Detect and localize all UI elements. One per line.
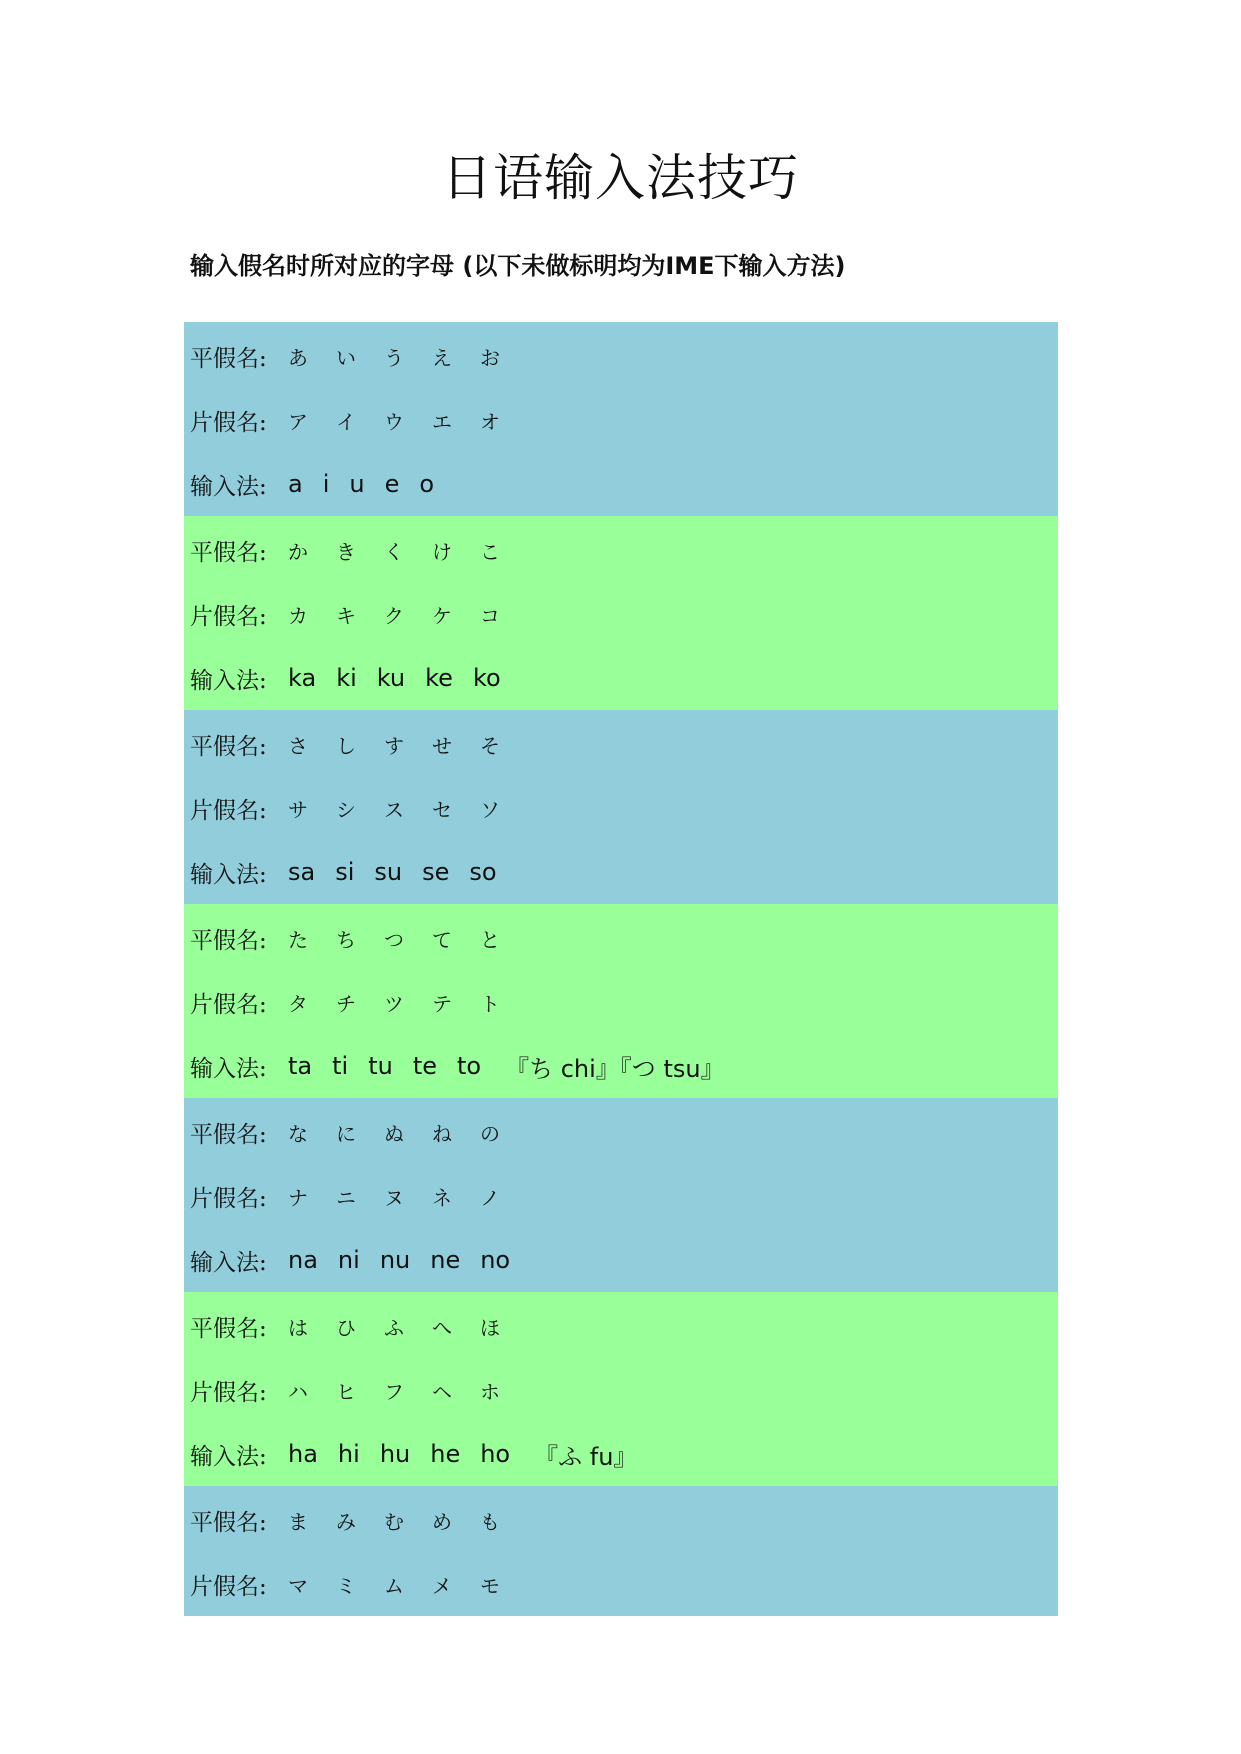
romaji-value: o [419, 470, 435, 498]
romaji-value: u [349, 470, 365, 498]
hiragana-char: み [336, 1509, 356, 1534]
hiragana-char: ね [432, 1121, 452, 1146]
katakana-char: マ [288, 1573, 308, 1598]
hiragana-cells [288, 1506, 528, 1535]
katakana-label: 片假名: [190, 1185, 267, 1212]
hiragana-char: こ [480, 539, 500, 564]
romaji-value: si [335, 858, 355, 886]
katakana-char: ハ [288, 1379, 308, 1404]
hiragana-char: ほ [480, 1315, 500, 1340]
hiragana-row [184, 1100, 1058, 1164]
hiragana-char: そ [480, 733, 500, 758]
katakana-char: ナ [288, 1185, 308, 1210]
hiragana-char: ふ [384, 1315, 404, 1340]
katakana-char: カ [288, 603, 308, 628]
kana-group [184, 904, 1058, 1098]
katakana-label: 片假名: [190, 1379, 267, 1406]
katakana-char: ツ [384, 991, 404, 1016]
kana-group [184, 1098, 1058, 1292]
hiragana-char: く [384, 539, 404, 564]
romaji-value: a [288, 470, 303, 498]
romaji-value: ni [337, 1246, 360, 1274]
input-label: 输入法: [190, 861, 267, 888]
input-row [184, 1034, 1058, 1098]
katakana-char: ネ [432, 1185, 452, 1210]
katakana-char: コ [480, 603, 500, 628]
hiragana-char: お [480, 345, 500, 370]
input-label: 输入法: [190, 1055, 267, 1082]
page-title: 日语输入法技巧 [442, 149, 799, 207]
hiragana-char: け [432, 539, 452, 564]
katakana-char: モ [480, 1573, 500, 1598]
katakana-char: ト [480, 991, 500, 1016]
katakana-char: ク [384, 603, 404, 628]
katakana-char: ヌ [384, 1185, 404, 1210]
romaji-value: sa [288, 858, 316, 886]
hiragana-char: ぬ [384, 1121, 404, 1146]
input-label: 输入法: [190, 1249, 267, 1276]
hiragana-char: へ [432, 1315, 452, 1340]
hiragana-cells [288, 536, 528, 565]
romaji-cells [288, 858, 517, 886]
romaji-cells [288, 470, 454, 498]
kana-group [184, 516, 1058, 710]
romaji-value: so [469, 858, 497, 886]
hiragana-row [184, 712, 1058, 776]
romaji-value: ha [288, 1440, 318, 1468]
hiragana-char: め [432, 1509, 452, 1534]
katakana-cells [288, 988, 528, 1017]
katakana-cells [288, 1182, 528, 1211]
katakana-char: セ [432, 797, 452, 822]
katakana-label: 片假名: [190, 991, 267, 1018]
katakana-char: ウ [384, 409, 404, 434]
input-row [184, 1422, 1058, 1486]
katakana-row [184, 1552, 1058, 1616]
hiragana-cells [288, 924, 528, 953]
katakana-row [184, 776, 1058, 840]
romaji-value: e [384, 470, 400, 498]
hiragana-label: 平假名: [190, 1509, 267, 1536]
romaji-value: su [374, 858, 403, 886]
hiragana-char: た [288, 927, 308, 952]
hiragana-char: に [336, 1121, 356, 1146]
hiragana-char: の [480, 1121, 500, 1146]
katakana-char: チ [336, 991, 356, 1016]
katakana-char: タ [288, 991, 308, 1016]
katakana-row [184, 1164, 1058, 1228]
hiragana-label: 平假名: [190, 1315, 267, 1342]
katakana-row [184, 388, 1058, 452]
input-label: 输入法: [190, 667, 267, 694]
katakana-char: イ [336, 409, 356, 434]
katakana-char: ノ [480, 1185, 500, 1210]
romaji-cells [288, 1052, 501, 1080]
romaji-value: ho [480, 1440, 511, 1468]
hiragana-cells [288, 1118, 528, 1147]
hiragana-char: ち [336, 927, 356, 952]
romaji-value: to [457, 1052, 482, 1080]
katakana-char: ソ [480, 797, 500, 822]
hiragana-row [184, 1294, 1058, 1358]
hiragana-char: な [288, 1121, 308, 1146]
kana-group [184, 1292, 1058, 1486]
input-row [184, 1228, 1058, 1292]
romaji-value: hi [337, 1440, 360, 1468]
katakana-label: 片假名: [190, 409, 267, 436]
katakana-char: オ [480, 409, 500, 434]
hiragana-char: も [480, 1509, 500, 1534]
hiragana-row [184, 324, 1058, 388]
katakana-row [184, 970, 1058, 1034]
romaji-value: nu [379, 1246, 411, 1274]
romaji-cells [288, 1440, 530, 1468]
katakana-label: 片假名: [190, 797, 267, 824]
hiragana-char: せ [432, 733, 452, 758]
hiragana-char: ひ [336, 1315, 356, 1340]
katakana-cells [288, 1570, 528, 1599]
katakana-char: ヘ [432, 1379, 452, 1404]
hiragana-char: あ [288, 345, 308, 370]
hiragana-label: 平假名: [190, 927, 267, 954]
katakana-row [184, 1358, 1058, 1422]
romaji-value: ti [332, 1052, 349, 1080]
hiragana-char: し [336, 733, 356, 758]
katakana-cells [288, 1376, 528, 1405]
input-row [184, 646, 1058, 710]
hiragana-label: 平假名: [190, 345, 267, 372]
katakana-char: ケ [432, 603, 452, 628]
katakana-char: エ [432, 409, 452, 434]
hiragana-label: 平假名: [190, 1121, 267, 1148]
hiragana-char: ま [288, 1509, 308, 1534]
hiragana-cells [288, 342, 528, 371]
romaji-cells [288, 1246, 530, 1274]
romaji-cells [288, 664, 521, 692]
romaji-value: ke [425, 664, 453, 692]
input-label: 输入法: [190, 1443, 267, 1470]
hiragana-char: か [288, 539, 308, 564]
hiragana-char: と [480, 927, 500, 952]
hiragana-char: い [336, 345, 356, 370]
input-note: 『ふ fu』 [534, 1442, 638, 1471]
romaji-value: hu [379, 1440, 411, 1468]
hiragana-char: む [384, 1509, 404, 1534]
input-row [184, 452, 1058, 516]
hiragana-row [184, 1488, 1058, 1552]
input-row [184, 840, 1058, 904]
hiragana-char: つ [384, 927, 404, 952]
hiragana-char: き [336, 539, 356, 564]
katakana-char: ス [384, 797, 404, 822]
katakana-cells [288, 794, 528, 823]
katakana-char: ム [384, 1573, 404, 1598]
romaji-value: na [288, 1246, 318, 1274]
katakana-label: 片假名: [190, 1573, 267, 1600]
hiragana-char: は [288, 1315, 308, 1340]
katakana-char: テ [432, 991, 452, 1016]
romaji-value: tu [368, 1052, 393, 1080]
hiragana-char: す [384, 733, 404, 758]
hiragana-char: え [432, 345, 452, 370]
katakana-char: シ [336, 797, 356, 822]
katakana-cells [288, 600, 528, 629]
romaji-value: ko [472, 664, 501, 692]
romaji-value: te [412, 1052, 438, 1080]
katakana-label: 片假名: [190, 603, 267, 630]
hiragana-cells [288, 1312, 528, 1341]
romaji-value: ne [430, 1246, 461, 1274]
romaji-value: ta [288, 1052, 313, 1080]
romaji-value: se [422, 858, 450, 886]
subtitle: 输入假名时所对应的字母 (以下未做标明均为IME下输入方法) [190, 252, 846, 280]
katakana-cells [288, 406, 528, 435]
kana-table [184, 322, 1058, 1616]
hiragana-char: さ [288, 733, 308, 758]
kana-group [184, 322, 1058, 516]
romaji-value: i [322, 470, 330, 498]
input-label: 输入法: [190, 473, 267, 500]
kana-group [184, 1486, 1058, 1616]
hiragana-char: て [432, 927, 452, 952]
input-note: 『ち chi』『つ tsu』 [505, 1054, 725, 1083]
katakana-char: メ [432, 1573, 452, 1598]
katakana-char: ホ [480, 1379, 500, 1404]
romaji-value: ka [288, 664, 317, 692]
kana-group [184, 710, 1058, 904]
katakana-char: ニ [336, 1185, 356, 1210]
katakana-char: ミ [336, 1573, 356, 1598]
romaji-value: he [430, 1440, 461, 1468]
katakana-row [184, 582, 1058, 646]
hiragana-row [184, 518, 1058, 582]
katakana-char: ヒ [336, 1379, 356, 1404]
katakana-char: フ [384, 1379, 404, 1404]
hiragana-label: 平假名: [190, 733, 267, 760]
katakana-char: キ [336, 603, 356, 628]
romaji-value: ku [376, 664, 406, 692]
hiragana-row [184, 906, 1058, 970]
katakana-char: ア [288, 409, 308, 434]
hiragana-label: 平假名: [190, 539, 267, 566]
hiragana-cells [288, 730, 528, 759]
hiragana-char: う [384, 345, 404, 370]
katakana-char: サ [288, 797, 308, 822]
romaji-value: no [480, 1246, 511, 1274]
romaji-value: ki [336, 664, 357, 692]
